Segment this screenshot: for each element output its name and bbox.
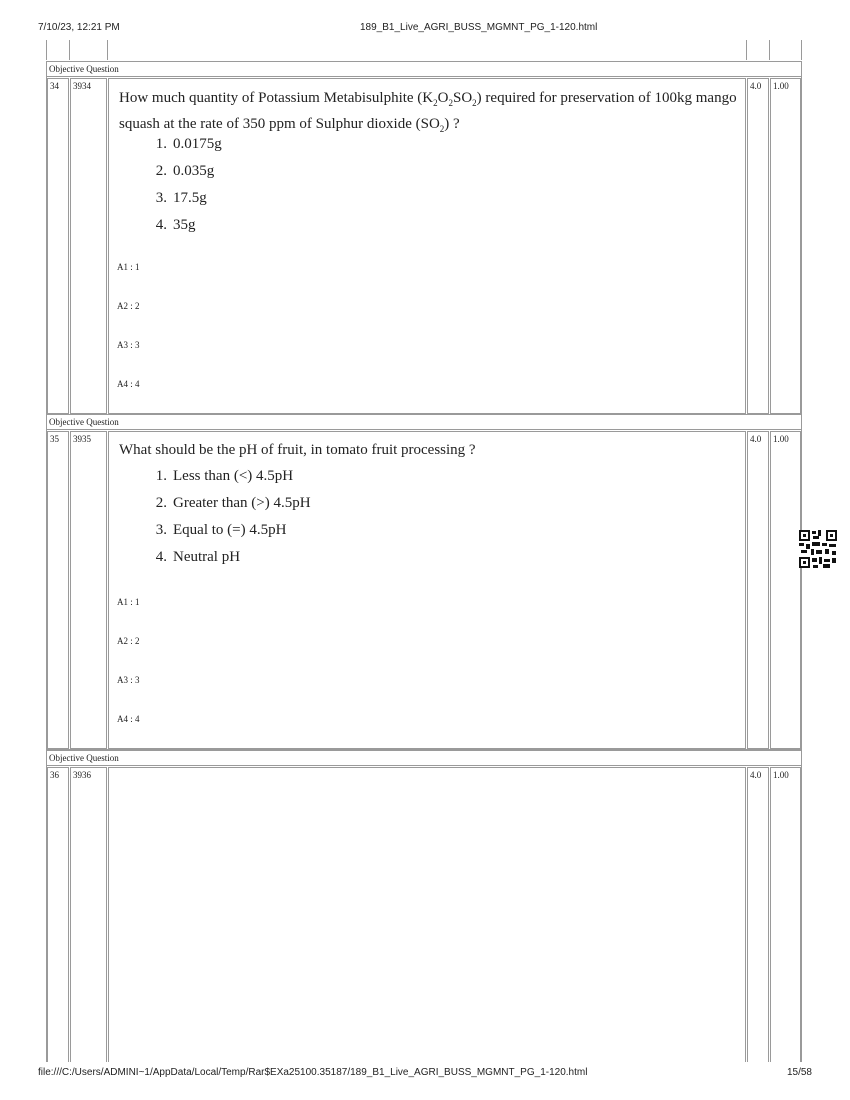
cell-qid <box>70 431 107 749</box>
question-id: 3934 <box>73 81 91 91</box>
page-number: 15/58 <box>786 1067 812 1078</box>
question-negative-marks: 1.00 <box>773 81 789 91</box>
print-datetime: 7/10/23, 12:21 PM <box>38 22 120 33</box>
option-item: 3. 17.5g <box>155 190 207 206</box>
section-label: Objective Question <box>49 753 119 763</box>
question-negative-marks: 1.00 <box>773 770 789 780</box>
answer-key: A4 : 4 <box>117 379 140 389</box>
question-id: 3935 <box>73 434 91 444</box>
cell-sno <box>47 78 69 414</box>
question-serial: 35 <box>50 434 59 444</box>
cell-qid <box>70 78 107 414</box>
section-label: Objective Question <box>49 417 119 427</box>
table-border <box>46 76 802 77</box>
table-border <box>769 40 770 60</box>
option-item: 1. Less than (<) 4.5pH <box>155 468 294 484</box>
option-item: 2. 0.035g <box>155 163 215 179</box>
question-text: How much quantity of Potassium Metabisulphite $(K_2O_2SO_2)$ required for preservation of 100kg mango squash at the rate of 350 ppm of Sulphur dioxide $(SO_2)$ ? <box>119 90 737 134</box>
cell-neg <box>770 767 801 1062</box>
print-doc-title: 189_B1_Live_AGRI_BUSS_MGMNT_PG_1-120.html <box>360 22 598 33</box>
table-border <box>746 40 747 60</box>
option-item: 3. Equal to (=) 4.5pH <box>155 522 287 538</box>
cell-neg <box>770 78 801 414</box>
file-path: file:///C:/Users/ADMINI~1/AppData/Local/Temp/Rar$EXa25100.35187/189_B1_Live_AGRI_BUSS_MGMNT_PG_1-120.html <box>38 1067 588 1078</box>
question-negative-marks: 1.00 <box>773 434 789 444</box>
option-item: 2. Greater than (>) 4.5pH <box>155 495 311 511</box>
cell-qid <box>70 767 107 1062</box>
table-border <box>46 429 802 430</box>
cell-question <box>108 767 746 1062</box>
answer-key: A1 : 1 <box>117 597 140 607</box>
options-list <box>145 463 311 571</box>
cell-marks <box>747 78 769 414</box>
question-serial: 36 <box>50 770 59 780</box>
answer-key: A4 : 4 <box>117 714 140 724</box>
table-border <box>107 40 108 60</box>
cell-marks <box>747 431 769 749</box>
cell-marks <box>747 767 769 1062</box>
question-id: 3936 <box>73 770 91 780</box>
cell-neg <box>770 431 801 749</box>
question-serial: 34 <box>50 81 59 91</box>
answer-key: A2 : 2 <box>117 636 140 646</box>
table-border <box>46 765 802 766</box>
table-border <box>69 40 70 60</box>
answer-key: A3 : 3 <box>117 675 140 685</box>
cell-sno <box>47 767 69 1062</box>
question-marks: 4.0 <box>750 434 762 444</box>
section-label: Objective Question <box>49 64 119 74</box>
qr-code-icon <box>799 530 837 568</box>
option-item: 4. 35g <box>155 217 196 233</box>
question-marks: 4.0 <box>750 81 762 91</box>
options-list <box>145 131 222 239</box>
cell-sno <box>47 431 69 749</box>
question-text: What should be the pH of fruit, in tomato fruit processing ? <box>119 442 476 458</box>
answer-key: A2 : 2 <box>117 301 140 311</box>
answer-key: A3 : 3 <box>117 340 140 350</box>
option-item: 4. Neutral pH <box>155 549 241 565</box>
question-marks: 4.0 <box>750 770 762 780</box>
option-item: 1. 0.0175g <box>155 136 222 152</box>
table-border <box>801 40 802 60</box>
table-border <box>46 40 47 60</box>
answer-key: A1 : 1 <box>117 262 140 272</box>
